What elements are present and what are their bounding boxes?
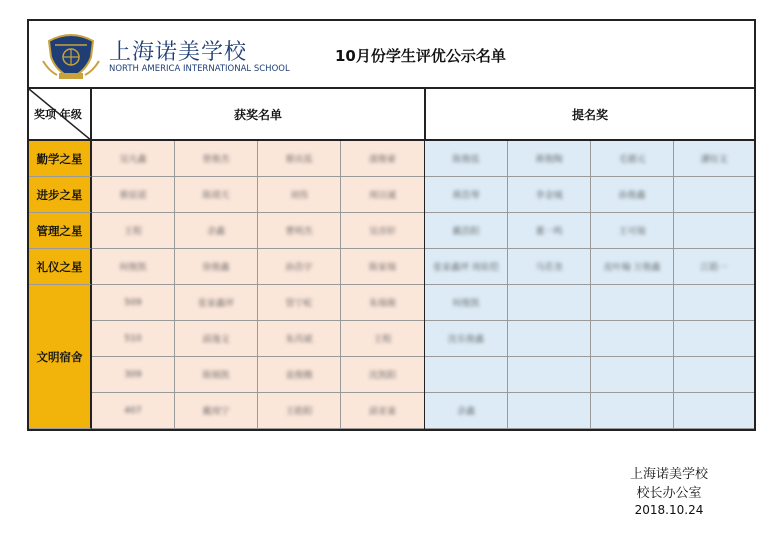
nomination-cell [425,213,508,249]
award-name: 王程 [373,335,392,345]
nomination-name: 潘钰文 [700,155,728,165]
nomination-cell [674,249,754,285]
school-crest-icon [41,31,101,81]
award-name: 徐俊鑫 [202,263,230,273]
award-cell [175,249,258,285]
award-cell [92,141,175,177]
nomination-cell [508,249,591,285]
award-name: 王程 [123,227,142,237]
award-cell [258,213,341,249]
nomination-cell [591,249,674,285]
award-cell [175,357,258,393]
award-name: 袁俊腾 [285,371,313,381]
category-label: 勤学之星 [29,141,92,177]
nomination-name: 沈乐俊鑫 [447,335,484,345]
nomination-cell [591,285,674,321]
award-name: 蔡庆泓 [285,155,313,165]
nomination-cell [508,141,591,177]
nomination-name: 江皓一 [700,263,728,273]
nomination-cell [508,177,591,213]
nomination-name: 马若尧 [535,263,563,273]
award-cell [258,321,341,357]
nomination-cell [674,141,754,177]
award-cell [92,249,175,285]
award-cell [341,141,425,177]
award-cell [341,393,425,429]
nomination-cell [425,321,508,357]
nomination-name: 蒋浩琴 [452,191,480,201]
award-cell [341,321,425,357]
award-name: 刘伟 [289,191,308,201]
award-cell [258,393,341,429]
nomination-cell [508,213,591,249]
category-label: 礼仪之星 [29,249,92,285]
nomination-cell [508,285,591,321]
award-cell [175,213,258,249]
award-name: 陈锦凯 [202,371,230,381]
award-name: 邱亚童 [368,407,396,417]
award-name: 沈凯阳 [368,371,396,381]
notice-header [29,21,754,89]
award-name: 曹明杰 [285,227,313,237]
award-cell [175,393,258,429]
nomination-name: 蒋俊陶 [535,155,563,165]
nomination-cell [674,321,754,357]
nomination-name: 张家鑫坪 周佑恺 [433,263,499,273]
nomination-name: 戴浩阳 [452,227,480,237]
school-name-cn: 上海诺美学校 [109,40,248,65]
nomination-name: 余鑫 [456,407,475,417]
nomination-name: 孙俊鑫 [618,191,646,201]
nomination-cell [425,393,508,429]
nomination-cell [591,357,674,393]
award-cell [92,285,175,321]
award-name: 曾俊杰 [202,155,230,165]
category-label: 进步之星 [29,177,92,213]
award-name: 余鑫 [206,227,225,237]
award-cell [175,321,258,357]
award-name: 孙浩宇 [285,263,313,273]
category-label: 管理之星 [29,213,92,249]
category-label: 文明宿舍 [29,285,92,429]
page-title: 10月份学生评优公示名单 [335,47,506,65]
nomination-cell [425,357,508,393]
nomination-name: 皮叶翰 万俊鑫 [603,263,661,273]
award-cell [258,177,341,213]
award-cell [92,393,175,429]
award-cell [258,249,341,285]
award-cell [175,285,258,321]
nomination-cell [425,141,508,177]
nomination-cell [591,393,674,429]
award-list-header: 获奖名单 [92,89,425,141]
award-name: 周以诚 [368,191,396,201]
award-name: 朱瑞骏 [368,299,396,309]
nomination-cell [591,177,674,213]
award-name: 朱芮斌 [285,335,313,345]
nomination-cell [425,249,508,285]
nomination-name: 董一鸣 [535,227,563,237]
nomination-cell [674,213,754,249]
nomination-name: 陈俊泓 [452,155,480,165]
award-cell [175,177,258,213]
nomination-cell [508,393,591,429]
award-name: 陈靖天 [202,191,230,201]
award-name: 吴彦轩 [368,227,396,237]
award-name: 407 [124,405,142,416]
school-name-en: NORTH AMERICA INTERNATIONAL SCHOOL [109,64,290,74]
nomination-cell [508,321,591,357]
nomination-cell [674,393,754,429]
award-cell [341,285,425,321]
award-name: 510 [124,333,142,344]
nomination-cell [591,321,674,357]
nomination-name: 毛德元 [618,155,646,165]
award-cell [175,141,258,177]
award-cell [341,249,425,285]
nomination-header: 提名奖 [425,89,754,141]
corner-label: 奖项 年级 [34,108,82,121]
award-cell [92,357,175,393]
award-cell [92,321,175,357]
award-name: 蔡宸诺 [119,191,147,201]
award-name: 王皓阳 [285,407,313,417]
award-name: 吴凡鑫 [119,155,147,165]
nomination-cell [674,177,754,213]
award-name: 戴周宁 [202,407,230,417]
award-cell [92,177,175,213]
award-cell [341,213,425,249]
award-name: 陈家瑞 [368,263,396,273]
award-cell [258,141,341,177]
table-corner [29,89,92,141]
nomination-cell [591,141,674,177]
award-cell [92,213,175,249]
nomination-name: 何俊凯 [452,299,480,309]
award-name: 邵俊豪 [368,155,396,165]
award-name: 张家鑫坪 [197,299,234,309]
award-name: 邱逸文 [202,335,230,345]
award-name: 309 [124,369,142,380]
award-cell [341,357,425,393]
notice-sheet [27,19,756,431]
awards-table [29,89,754,429]
nomination-cell [508,357,591,393]
award-name: 509 [124,297,142,308]
section-divider [424,89,425,429]
nomination-name: 李金城 [535,191,563,201]
footer-office: 校长办公室 [636,486,702,501]
footer-date: 2018.10.24 [634,503,704,517]
nomination-cell [674,285,754,321]
award-name: 何俊凯 [119,263,147,273]
nomination-cell [425,177,508,213]
nomination-name: 王可瑞 [618,227,646,237]
award-cell [258,285,341,321]
nomination-cell [591,213,674,249]
award-cell [258,357,341,393]
footer-school: 上海诺美学校 [629,467,708,482]
nomination-cell [674,357,754,393]
nomination-cell [425,285,508,321]
award-name: 管宁屹 [285,299,313,309]
award-cell [341,177,425,213]
